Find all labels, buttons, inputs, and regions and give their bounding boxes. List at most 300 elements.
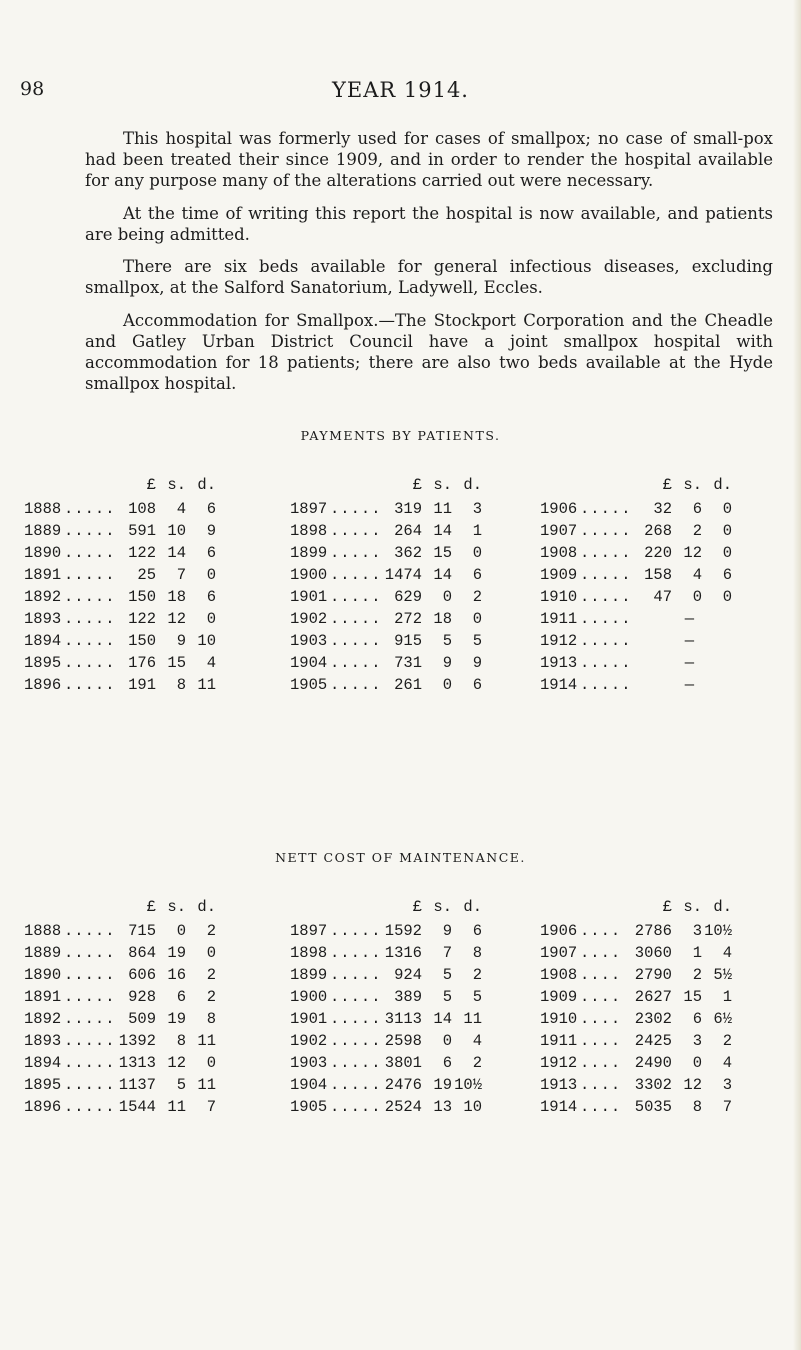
table-row bbox=[24, 966, 216, 988]
pounds-cell: 2476 bbox=[384, 1076, 422, 1094]
table-row bbox=[24, 1032, 216, 1054]
shillings-cell: 9 bbox=[176, 632, 186, 650]
shillings-cell: 9 bbox=[442, 922, 452, 940]
leader-dots: ..... bbox=[64, 588, 116, 606]
year-cell: 1903 bbox=[290, 1054, 328, 1072]
leader-dots: ..... bbox=[330, 500, 382, 518]
leader-dots: .... bbox=[580, 966, 622, 984]
pence-cell: 0 bbox=[722, 522, 732, 540]
year-cell: 1902 bbox=[290, 1032, 328, 1050]
page-number: 98 bbox=[20, 78, 45, 100]
currency-header bbox=[290, 476, 482, 494]
year-cell: 1890 bbox=[24, 544, 62, 562]
shillings-cell: 2 bbox=[692, 966, 702, 984]
maintenance-section-title: NETT COST OF MAINTENANCE. bbox=[275, 850, 526, 865]
year-cell: 1906 bbox=[540, 922, 578, 940]
pence-cell: 0 bbox=[722, 500, 732, 518]
running-head: YEAR 1914. bbox=[332, 78, 469, 102]
leader-dots: .... bbox=[580, 922, 622, 940]
table-row bbox=[24, 1010, 216, 1032]
table-column bbox=[290, 898, 482, 1120]
leader-dots: ..... bbox=[64, 1010, 116, 1028]
pounds-header: £ bbox=[412, 898, 422, 916]
table-row bbox=[24, 1098, 216, 1120]
year-cell: 1900 bbox=[290, 566, 328, 584]
pounds-cell: 150 bbox=[128, 588, 156, 606]
pence-cell: 10 bbox=[463, 1098, 482, 1116]
table-row bbox=[540, 566, 732, 588]
table-row bbox=[24, 944, 216, 966]
paragraph-smallpox-accommodation: Accommodation for Smallpox.—The Stockport Corporation and the Cheadle and Gatley Urban District Council have a joint smallpox hospital with accommodation for 18 patients; there are also two beds available at the Hyde smallpox hospital. bbox=[85, 311, 773, 393]
shillings-cell: 0 bbox=[176, 922, 186, 940]
year-cell: 1892 bbox=[24, 1010, 62, 1028]
leader-dots: ..... bbox=[580, 654, 632, 672]
shillings-cell: 8 bbox=[176, 1032, 186, 1050]
pounds-cell: 864 bbox=[128, 944, 156, 962]
year-cell: 1894 bbox=[24, 1054, 62, 1072]
year-cell: 1910 bbox=[540, 588, 578, 606]
year-cell: 1914 bbox=[540, 676, 578, 694]
table-row bbox=[24, 632, 216, 654]
leader-dots: ..... bbox=[64, 632, 116, 650]
table-row bbox=[24, 544, 216, 566]
year-cell: 1904 bbox=[290, 654, 328, 672]
year-cell: 1910 bbox=[540, 1010, 578, 1028]
leader-dots: ..... bbox=[580, 676, 632, 694]
pence-cell: 8 bbox=[472, 944, 482, 962]
pence-cell: 9 bbox=[206, 522, 216, 540]
table-row bbox=[290, 1098, 482, 1120]
leader-dots: ..... bbox=[580, 588, 632, 606]
table-row bbox=[290, 544, 482, 566]
table-row bbox=[290, 1032, 482, 1054]
pence-cell: 5 bbox=[472, 988, 482, 1006]
pounds-cell: 606 bbox=[128, 966, 156, 984]
table-row bbox=[540, 522, 732, 544]
pence-cell: 2 bbox=[206, 988, 216, 1006]
year-cell: 1911 bbox=[540, 610, 578, 628]
table-column bbox=[540, 476, 732, 698]
year-cell: 1901 bbox=[290, 588, 328, 606]
pounds-cell: 122 bbox=[128, 610, 156, 628]
pounds-cell: 2524 bbox=[384, 1098, 422, 1116]
pounds-cell: 108 bbox=[128, 500, 156, 518]
table-row bbox=[24, 654, 216, 676]
pence-cell: 6 bbox=[472, 566, 482, 584]
year-cell: 1899 bbox=[290, 544, 328, 562]
empty-value-dash: — bbox=[684, 676, 694, 694]
leader-dots: ..... bbox=[330, 1032, 382, 1050]
year-cell: 1912 bbox=[540, 1054, 578, 1072]
leader-dots: ..... bbox=[64, 654, 116, 672]
pence-cell: 7 bbox=[206, 1098, 216, 1116]
year-cell: 1898 bbox=[290, 522, 328, 540]
shillings-cell: 1 bbox=[692, 944, 702, 962]
table-row bbox=[540, 500, 732, 522]
pence-header: d. bbox=[463, 898, 482, 916]
pounds-cell: 715 bbox=[128, 922, 156, 940]
shillings-cell: 5 bbox=[176, 1076, 186, 1094]
shillings-cell: 14 bbox=[433, 566, 452, 584]
pence-cell: 0 bbox=[722, 588, 732, 606]
leader-dots: ..... bbox=[580, 610, 632, 628]
table-row bbox=[24, 922, 216, 944]
year-cell: 1893 bbox=[24, 1032, 62, 1050]
pounds-cell: 2790 bbox=[634, 966, 672, 984]
year-cell: 1892 bbox=[24, 588, 62, 606]
shillings-cell: 5 bbox=[442, 988, 452, 1006]
empty-value-dash: — bbox=[684, 610, 694, 628]
shillings-cell: 15 bbox=[433, 544, 452, 562]
table-row bbox=[290, 922, 482, 944]
pence-header: d. bbox=[463, 476, 482, 494]
page-edge-shadow bbox=[793, 0, 801, 1350]
shillings-cell: 14 bbox=[167, 544, 186, 562]
leader-dots: ..... bbox=[330, 588, 382, 606]
shillings-cell: 0 bbox=[442, 588, 452, 606]
shillings-cell: 6 bbox=[692, 1010, 702, 1028]
shillings-cell: 3 bbox=[692, 1032, 702, 1050]
shillings-cell: 0 bbox=[692, 1054, 702, 1072]
leader-dots: ..... bbox=[64, 922, 116, 940]
shillings-cell: 8 bbox=[176, 676, 186, 694]
pence-cell: 11 bbox=[197, 676, 216, 694]
table-row bbox=[24, 566, 216, 588]
year-cell: 1896 bbox=[24, 1098, 62, 1116]
year-cell: 1906 bbox=[540, 500, 578, 518]
pence-cell: 0 bbox=[206, 1054, 216, 1072]
year-cell: 1905 bbox=[290, 676, 328, 694]
year-cell: 1899 bbox=[290, 966, 328, 984]
year-cell: 1908 bbox=[540, 966, 578, 984]
pence-cell: 5 bbox=[472, 632, 482, 650]
pounds-cell: 272 bbox=[394, 610, 422, 628]
pounds-cell: 268 bbox=[644, 522, 672, 540]
pounds-cell: 3302 bbox=[634, 1076, 672, 1094]
leader-dots: ..... bbox=[64, 610, 116, 628]
year-cell: 1888 bbox=[24, 922, 62, 940]
shillings-header: s. bbox=[167, 476, 186, 494]
pounds-cell: 150 bbox=[128, 632, 156, 650]
year-cell: 1912 bbox=[540, 632, 578, 650]
year-cell: 1913 bbox=[540, 654, 578, 672]
shillings-cell: 15 bbox=[683, 988, 702, 1006]
leader-dots: ..... bbox=[330, 966, 382, 984]
pence-cell: 0 bbox=[472, 610, 482, 628]
table-row bbox=[24, 610, 216, 632]
leader-dots: ..... bbox=[330, 610, 382, 628]
table-row bbox=[290, 522, 482, 544]
pence-cell: 1 bbox=[722, 988, 732, 1006]
shillings-cell: 13 bbox=[433, 1098, 452, 1116]
payments-section-title: PAYMENTS BY PATIENTS. bbox=[300, 428, 501, 443]
pence-header: d. bbox=[713, 898, 732, 916]
pounds-cell: 2490 bbox=[634, 1054, 672, 1072]
shillings-header: s. bbox=[433, 898, 452, 916]
pence-cell: 2 bbox=[206, 966, 216, 984]
pounds-cell: 261 bbox=[394, 676, 422, 694]
leader-dots: .... bbox=[580, 1010, 622, 1028]
pounds-cell: 5035 bbox=[634, 1098, 672, 1116]
year-cell: 1911 bbox=[540, 1032, 578, 1050]
table-column bbox=[540, 898, 732, 1120]
pence-cell: 4 bbox=[472, 1032, 482, 1050]
shillings-cell: 18 bbox=[167, 588, 186, 606]
pounds-cell: 1544 bbox=[118, 1098, 156, 1116]
shillings-header: s. bbox=[433, 476, 452, 494]
table-column bbox=[24, 898, 216, 1120]
currency-header bbox=[540, 476, 732, 494]
table-row bbox=[540, 944, 732, 966]
empty-value-dash: — bbox=[684, 654, 694, 672]
pounds-cell: 731 bbox=[394, 654, 422, 672]
pence-cell: 2 bbox=[206, 922, 216, 940]
table-row bbox=[540, 966, 732, 988]
shillings-cell: 3 bbox=[692, 922, 702, 940]
pence-cell: 10½ bbox=[704, 922, 732, 940]
shillings-cell: 8 bbox=[692, 1098, 702, 1116]
leader-dots: .... bbox=[580, 1098, 622, 1116]
table-column bbox=[290, 476, 482, 698]
shillings-cell: 14 bbox=[433, 1010, 452, 1028]
table-row bbox=[290, 966, 482, 988]
leader-dots: ..... bbox=[64, 944, 116, 962]
leader-dots: ..... bbox=[64, 1076, 116, 1094]
pounds-cell: 1592 bbox=[384, 922, 422, 940]
year-cell: 1895 bbox=[24, 1076, 62, 1094]
leader-dots: ..... bbox=[64, 566, 116, 584]
empty-value-dash: — bbox=[684, 632, 694, 650]
pence-cell: 6 bbox=[722, 566, 732, 584]
pence-header: d. bbox=[197, 476, 216, 494]
pounds-cell: 2627 bbox=[634, 988, 672, 1006]
pence-cell: 0 bbox=[206, 610, 216, 628]
shillings-cell: 16 bbox=[167, 966, 186, 984]
leader-dots: .... bbox=[580, 1032, 622, 1050]
shillings-cell: 19 bbox=[167, 944, 186, 962]
year-cell: 1904 bbox=[290, 1076, 328, 1094]
leader-dots: ..... bbox=[64, 544, 116, 562]
pounds-cell: 591 bbox=[128, 522, 156, 540]
pence-cell: 6 bbox=[472, 922, 482, 940]
leader-dots: ..... bbox=[330, 944, 382, 962]
pence-cell: 8 bbox=[206, 1010, 216, 1028]
year-cell: 1903 bbox=[290, 632, 328, 650]
shillings-cell: 6 bbox=[176, 988, 186, 1006]
leader-dots: ..... bbox=[330, 1054, 382, 1072]
pounds-cell: 509 bbox=[128, 1010, 156, 1028]
pounds-cell: 1392 bbox=[118, 1032, 156, 1050]
pence-cell: 4 bbox=[722, 944, 732, 962]
leader-dots: ..... bbox=[64, 522, 116, 540]
table-row bbox=[290, 988, 482, 1010]
year-cell: 1909 bbox=[540, 988, 578, 1006]
shillings-cell: 19 bbox=[167, 1010, 186, 1028]
leader-dots: ..... bbox=[330, 522, 382, 540]
table-row bbox=[540, 544, 732, 566]
table-row bbox=[24, 500, 216, 522]
pence-header: d. bbox=[197, 898, 216, 916]
currency-header bbox=[24, 476, 216, 494]
pence-cell: 3 bbox=[722, 1076, 732, 1094]
pounds-cell: 924 bbox=[394, 966, 422, 984]
leader-dots: .... bbox=[580, 1076, 622, 1094]
leader-dots: ..... bbox=[64, 1098, 116, 1116]
pounds-cell: 3060 bbox=[634, 944, 672, 962]
leader-dots: ..... bbox=[330, 1076, 382, 1094]
year-cell: 1902 bbox=[290, 610, 328, 628]
leader-dots: .... bbox=[580, 1054, 622, 1072]
pence-cell: 3 bbox=[472, 500, 482, 518]
paragraph-general-beds: There are six beds available for general infectious diseases, excluding smallpox, at the Salford Sanatorium, Ladywell, Eccles. bbox=[85, 257, 773, 297]
pence-cell: 7 bbox=[722, 1098, 732, 1116]
pounds-cell: 32 bbox=[653, 500, 672, 518]
leader-dots: ..... bbox=[330, 676, 382, 694]
table-row bbox=[290, 654, 482, 676]
pounds-cell: 2786 bbox=[634, 922, 672, 940]
pounds-cell: 25 bbox=[137, 566, 156, 584]
leader-dots: ..... bbox=[64, 676, 116, 694]
pence-cell: 2 bbox=[472, 966, 482, 984]
year-cell: 1888 bbox=[24, 500, 62, 518]
leader-dots: ..... bbox=[64, 1032, 116, 1050]
year-cell: 1890 bbox=[24, 966, 62, 984]
pence-cell: 0 bbox=[206, 566, 216, 584]
shillings-cell: 4 bbox=[692, 566, 702, 584]
year-cell: 1889 bbox=[24, 944, 62, 962]
shillings-cell: 12 bbox=[683, 544, 702, 562]
year-cell: 1908 bbox=[540, 544, 578, 562]
table-row bbox=[540, 1098, 732, 1120]
year-cell: 1907 bbox=[540, 944, 578, 962]
shillings-cell: 0 bbox=[442, 1032, 452, 1050]
year-cell: 1895 bbox=[24, 654, 62, 672]
shillings-cell: 4 bbox=[176, 500, 186, 518]
table-row bbox=[540, 676, 732, 698]
shillings-cell: 18 bbox=[433, 610, 452, 628]
pounds-header: £ bbox=[146, 898, 156, 916]
pounds-cell: 389 bbox=[394, 988, 422, 1006]
table-row bbox=[540, 632, 732, 654]
table-row bbox=[540, 588, 732, 610]
pounds-cell: 176 bbox=[128, 654, 156, 672]
leader-dots: ..... bbox=[64, 1054, 116, 1072]
pounds-cell: 220 bbox=[644, 544, 672, 562]
leader-dots: ..... bbox=[580, 522, 632, 540]
table-row bbox=[24, 676, 216, 698]
pounds-cell: 1474 bbox=[384, 566, 422, 584]
year-cell: 1907 bbox=[540, 522, 578, 540]
pounds-cell: 1316 bbox=[384, 944, 422, 962]
leader-dots: ..... bbox=[330, 544, 382, 562]
leader-dots: .... bbox=[580, 944, 622, 962]
shillings-cell: 2 bbox=[692, 522, 702, 540]
shillings-cell: 14 bbox=[433, 522, 452, 540]
leader-dots: ..... bbox=[330, 632, 382, 650]
shillings-cell: 12 bbox=[167, 1054, 186, 1072]
pounds-cell: 264 bbox=[394, 522, 422, 540]
year-cell: 1901 bbox=[290, 1010, 328, 1028]
pence-cell: 4 bbox=[206, 654, 216, 672]
year-cell: 1896 bbox=[24, 676, 62, 694]
year-cell: 1898 bbox=[290, 944, 328, 962]
pounds-header: £ bbox=[412, 476, 422, 494]
shillings-header: s. bbox=[167, 898, 186, 916]
table-row bbox=[290, 588, 482, 610]
leader-dots: ..... bbox=[330, 1010, 382, 1028]
table-row bbox=[540, 1032, 732, 1054]
pounds-header: £ bbox=[662, 898, 672, 916]
shillings-cell: 11 bbox=[167, 1098, 186, 1116]
shillings-cell: 9 bbox=[442, 654, 452, 672]
pounds-cell: 362 bbox=[394, 544, 422, 562]
leader-dots: ..... bbox=[580, 500, 632, 518]
leader-dots: ..... bbox=[64, 988, 116, 1006]
pounds-cell: 928 bbox=[128, 988, 156, 1006]
shillings-cell: 11 bbox=[433, 500, 452, 518]
leader-dots: .... bbox=[580, 988, 622, 1006]
currency-header bbox=[24, 898, 216, 916]
shillings-cell: 7 bbox=[442, 944, 452, 962]
pence-cell: 11 bbox=[197, 1032, 216, 1050]
year-cell: 1897 bbox=[290, 922, 328, 940]
pounds-cell: 3113 bbox=[384, 1010, 422, 1028]
table-row bbox=[290, 1054, 482, 1076]
pounds-cell: 629 bbox=[394, 588, 422, 606]
shillings-cell: 6 bbox=[442, 1054, 452, 1072]
leader-dots: ..... bbox=[580, 544, 632, 562]
table-row bbox=[24, 1076, 216, 1098]
pence-cell: 0 bbox=[206, 944, 216, 962]
table-row bbox=[290, 610, 482, 632]
year-cell: 1891 bbox=[24, 566, 62, 584]
leader-dots: ..... bbox=[330, 922, 382, 940]
shillings-cell: 10 bbox=[167, 522, 186, 540]
pence-cell: 2 bbox=[722, 1032, 732, 1050]
pence-cell: 6 bbox=[206, 544, 216, 562]
table-row bbox=[540, 1076, 732, 1098]
pounds-cell: 2425 bbox=[634, 1032, 672, 1050]
shillings-cell: 5 bbox=[442, 966, 452, 984]
table-row bbox=[24, 588, 216, 610]
table-row bbox=[24, 522, 216, 544]
table-row bbox=[540, 1054, 732, 1076]
pounds-cell: 319 bbox=[394, 500, 422, 518]
shillings-cell: 0 bbox=[442, 676, 452, 694]
pence-cell: 10 bbox=[197, 632, 216, 650]
year-cell: 1889 bbox=[24, 522, 62, 540]
year-cell: 1897 bbox=[290, 500, 328, 518]
pence-cell: 11 bbox=[463, 1010, 482, 1028]
table-row bbox=[540, 610, 732, 632]
pounds-cell: 47 bbox=[653, 588, 672, 606]
table-row bbox=[290, 500, 482, 522]
pounds-header: £ bbox=[146, 476, 156, 494]
year-cell: 1893 bbox=[24, 610, 62, 628]
pounds-cell: 1137 bbox=[118, 1076, 156, 1094]
shillings-cell: 12 bbox=[167, 610, 186, 628]
pence-cell: 6 bbox=[472, 676, 482, 694]
pence-cell: 6 bbox=[206, 588, 216, 606]
table-column bbox=[24, 476, 216, 698]
leader-dots: ..... bbox=[64, 500, 116, 518]
shillings-cell: 0 bbox=[692, 588, 702, 606]
pence-cell: 9 bbox=[472, 654, 482, 672]
leader-dots: ..... bbox=[330, 988, 382, 1006]
paragraph-hospital-alterations: This hospital was formerly used for cases of smallpox; no case of small-pox had been treated their since 1909, and in order to render the hospital available for any purpose many of the alterations carried out were necessary. bbox=[85, 129, 773, 190]
pence-cell: 11 bbox=[197, 1076, 216, 1094]
year-cell: 1900 bbox=[290, 988, 328, 1006]
